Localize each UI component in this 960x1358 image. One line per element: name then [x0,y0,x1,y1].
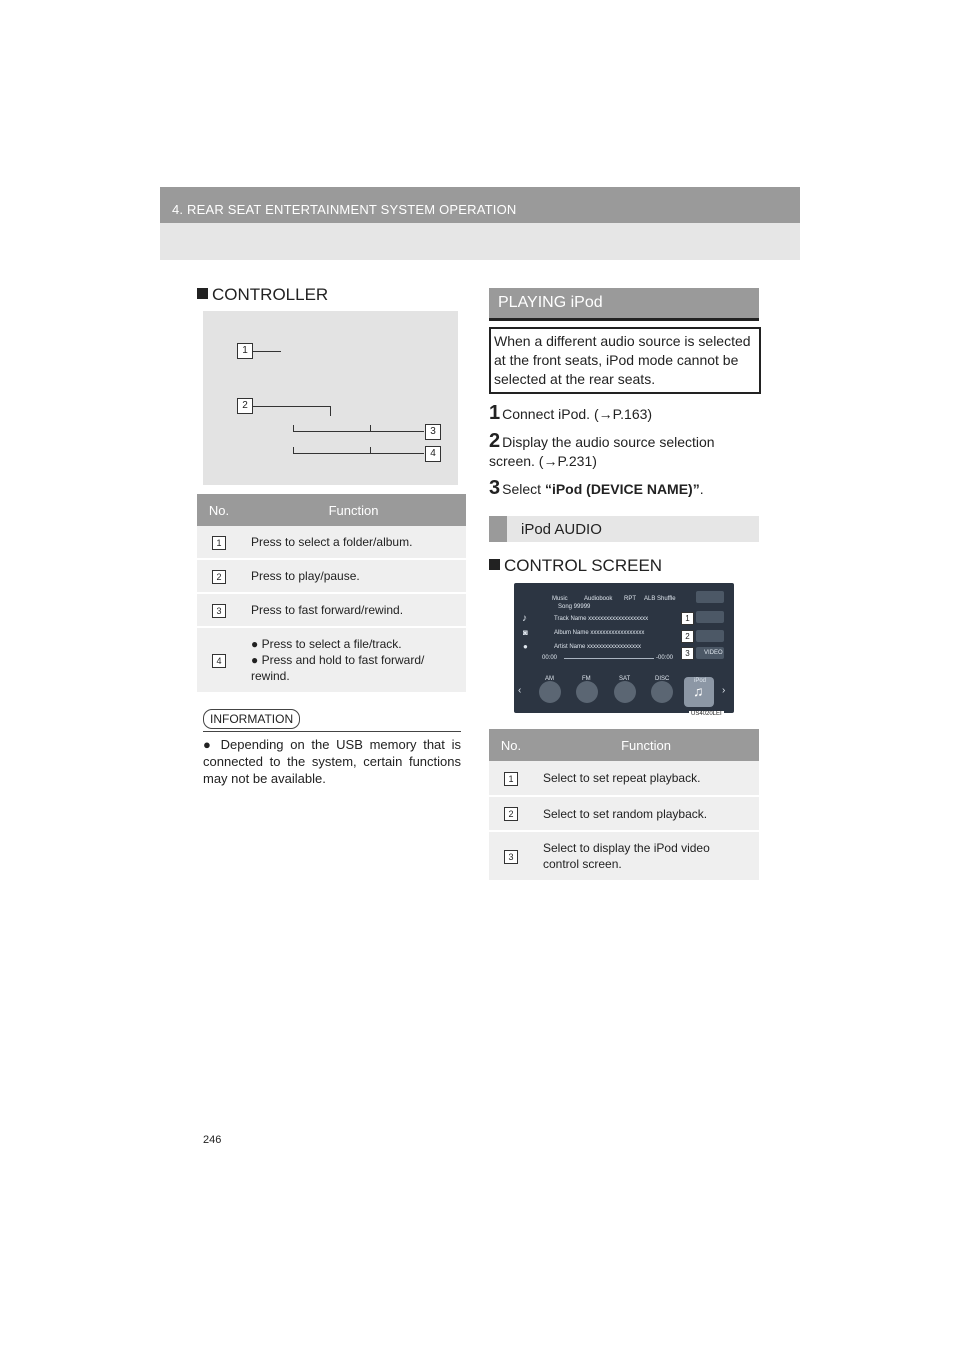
number-box: 1 [504,772,518,786]
table-row [197,593,466,627]
callout-line [253,406,331,407]
source-sat: SAT [619,676,631,682]
callout-4: 4 [425,446,441,462]
callout-line [370,447,371,453]
callout-line [293,447,294,453]
controller-figure [203,311,458,485]
callout-line [293,453,424,454]
control-screen-function-table [489,729,759,882]
number-box: 2 [212,570,226,584]
number-box: 4 [212,654,226,668]
information-text: ● Depending on the USB memory that is connected to the system, certain functions may not be available. [203,737,461,786]
chevron-right-icon: › [722,685,726,696]
table-row [489,761,759,796]
step-1: 1 Connect iPod. (→P.163) [489,402,653,424]
callout-1: 1 [237,343,253,359]
callout-line [330,406,331,416]
tab-alb-shuffle: ALB Shuffle [644,596,676,602]
random-button [696,630,724,642]
tab-music: Music [552,596,568,602]
header-sub-bar [160,223,800,260]
artist-name: Artist Name xxxxxxxxxxxxxxxxxx [554,644,642,650]
album-icon: ◙ [523,628,528,637]
function-text: Press to select a folder/album. [241,526,466,559]
bullet-icon: ● [203,737,214,752]
function-text: Select to set repeat playback. [533,761,759,796]
square-bullet-icon [197,288,208,299]
function-text: Press to fast forward/rewind. [241,593,466,627]
number-box: 2 [504,807,518,821]
controller-heading: CONTROLLER [197,285,328,305]
page-number: 246 [203,1134,222,1146]
controller-function-table [197,494,466,694]
col-no-header: No. [489,729,533,761]
time-end: -00:00 [656,655,674,661]
song-number: Song 99999 [558,604,591,610]
table-row [489,796,759,831]
progress-bar [564,658,654,659]
information-label: INFORMATION [203,709,300,729]
am-source-icon [539,681,561,703]
bullet-item: ● Press to select a file/track. [251,637,402,651]
callout-line [293,425,294,431]
screen-callout-1: 1 [681,612,694,625]
video-button-label: VIDEO [704,650,723,656]
source-am: AM [545,676,554,682]
time-start: 00:00 [542,655,558,661]
square-bullet-icon [489,559,500,570]
screen-callout-2: 2 [681,630,694,643]
col-function-header: Function [241,494,466,526]
number-box: 1 [212,536,226,550]
source-disc: DISC [655,676,670,682]
ipod-control-screen [514,583,734,713]
control-screen-heading: CONTROL SCREEN [489,556,662,576]
screen-callout-3: 3 [681,647,694,660]
table-row [197,627,466,693]
note-box: When a different audio source is selected at the front seats, iPod mode cannot be selected at the rear seats. [489,327,761,394]
callout-2: 2 [237,398,253,414]
bullet-item: ● Press and hold to fast forward/ rewind. [251,653,425,683]
section-banner-rule [489,318,759,321]
music-note-icon: ♪ [522,613,527,624]
sat-source-icon [614,681,636,703]
table-row [489,831,759,881]
callout-line [370,425,371,431]
col-function-header: Function [533,729,759,761]
table-row [197,526,466,559]
number-box: 3 [212,604,226,618]
step-3: 3 Select “iPod (DEVICE NAME)”. [489,477,704,499]
col-no-header: No. [197,494,241,526]
chapter-title: 4. REAR SEAT ENTERTAINMENT SYSTEM OPERATION [172,202,517,217]
callout-line [293,431,424,432]
sub-banner-mark [489,516,507,542]
track-name: Track Name xxxxxxxxxxxxxxxxxxxx [554,616,649,622]
function-text: Select to display the iPod video control screen. [533,831,759,881]
callout-line [253,351,281,352]
music-note-icon: ♫ [693,683,704,699]
artist-icon: ● [523,642,528,651]
sub-banner-title: iPod AUDIO [521,521,602,538]
source-fm: FM [582,676,591,682]
source-ipod: iPod [694,678,707,684]
table-row [197,559,466,593]
information-divider [203,731,461,732]
sound-button [696,591,724,603]
step-2: 2 Display the audio source selection screen. (→P.231) [489,430,715,469]
tab-rpt: RPT [624,596,636,602]
function-text: Select to set random playback. [533,796,759,831]
repeat-button [696,611,724,623]
chevron-left-icon: ‹ [518,685,522,696]
album-name: Album Name xxxxxxxxxxxxxxxxxx [554,630,645,636]
disc-source-icon [651,681,673,703]
tab-audiobook: Audiobook [584,596,613,602]
callout-3: 3 [425,424,441,440]
function-text: Press to play/pause. [241,559,466,593]
section-banner-title: PLAYING iPod [498,294,603,311]
figure-code: US4020LEI [691,711,722,717]
number-box: 3 [504,850,518,864]
fm-source-icon [576,681,598,703]
